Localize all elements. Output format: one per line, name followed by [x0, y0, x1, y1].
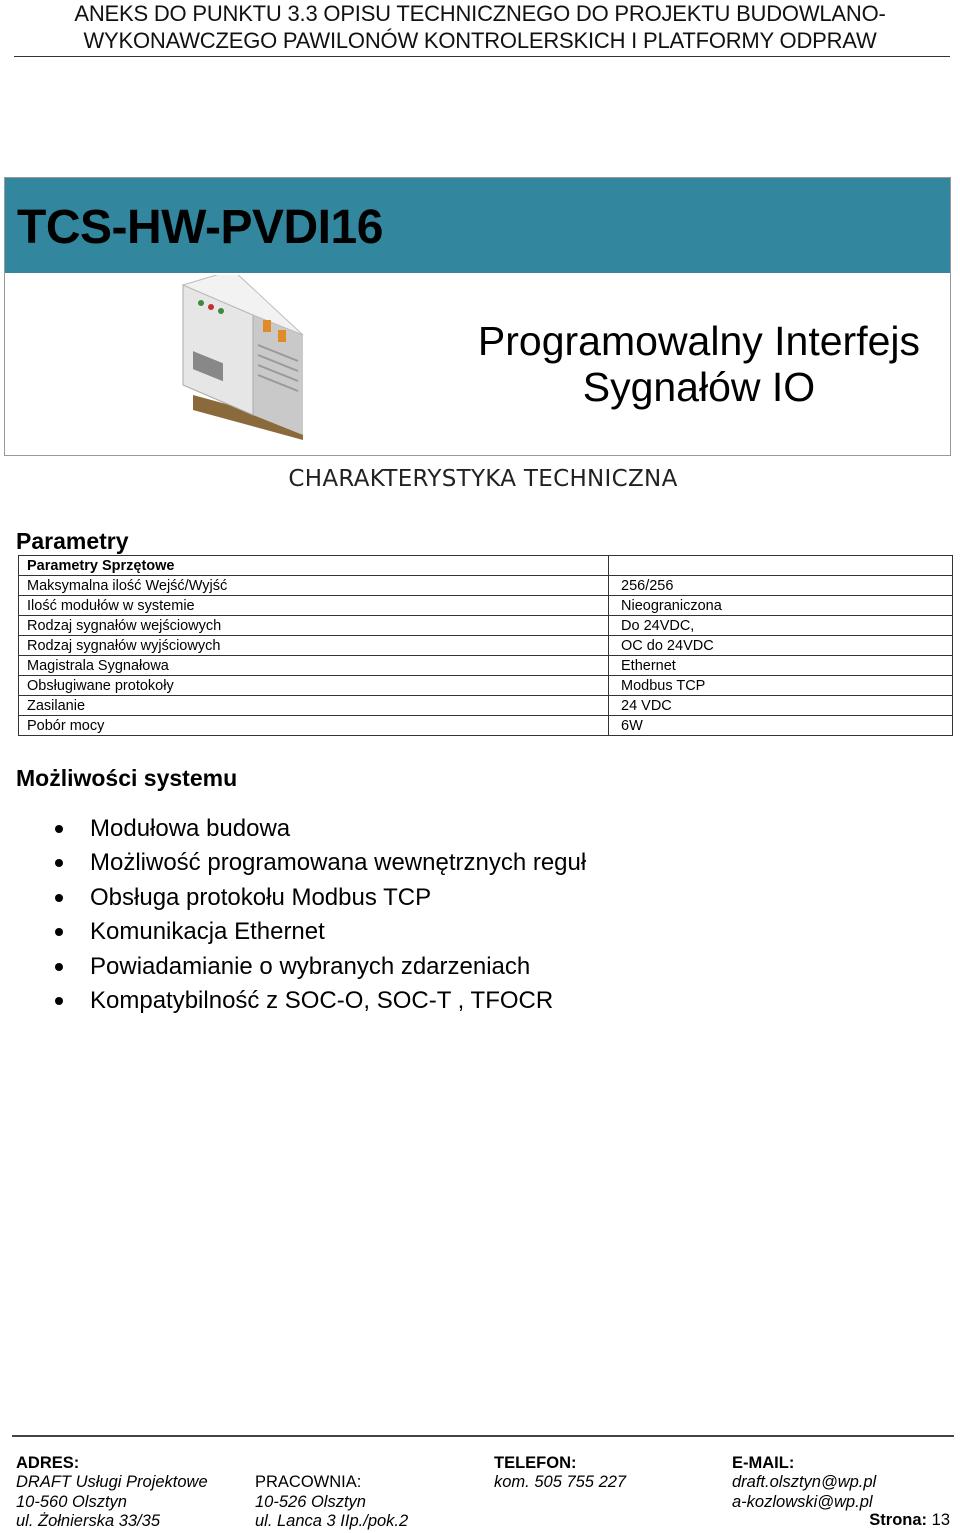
feature-text: Możliwość programowana wewnętrznych reguł	[90, 849, 587, 877]
section-title: CHARAKTERYSTYKA TECHNICZNA	[288, 466, 678, 492]
footer-address-line-1: DRAFT Usługi Projektowe	[16, 1473, 208, 1492]
page-number-label: Strona:	[869, 1511, 928, 1529]
list-item	[0, 846, 586, 880]
table-row	[19, 616, 953, 636]
param-value: 6W	[609, 716, 953, 736]
header-line-1: ANEKS DO PUNKTU 3.3 OPISU TECHNICZNEGO DO PROJEKTU BUDOWLANO-	[74, 1, 886, 26]
header-line-2: WYKONAWCZEGO PAWILONÓW KONTROLERSKICH I PLATFORMY ODPRAW	[83, 28, 877, 53]
param-label: Rodzaj sygnałów wyjściowych	[19, 636, 609, 656]
footer-studio-line-1: PRACOWNIA:	[255, 1473, 362, 1492]
list-item	[0, 984, 586, 1018]
table-caption-value	[609, 556, 953, 576]
product-name-line-2: Sygnałów IO	[582, 364, 816, 410]
product-banner	[5, 178, 950, 273]
param-value: Ethernet	[609, 656, 953, 676]
product-name-line-1: Programowalny Interfejs	[477, 318, 920, 364]
bullet-icon	[55, 928, 63, 936]
footer-phone-label: TELEFON:	[494, 1454, 577, 1472]
param-value: 24 VDC	[609, 696, 953, 716]
table-caption-row	[19, 556, 953, 576]
table-row	[19, 636, 953, 656]
table-row	[19, 696, 953, 716]
header-divider	[14, 56, 950, 57]
param-label: Ilość modułów w systemie	[19, 596, 609, 616]
features-list	[0, 812, 586, 1018]
feature-text: Powiadamianie o wybranych zdarzeniach	[90, 952, 531, 980]
device-image	[153, 275, 313, 455]
document-header	[0, 0, 960, 54]
param-label: Rodzaj sygnałów wejściowych	[19, 616, 609, 636]
feature-text: Modułowa budowa	[90, 815, 291, 842]
bullet-icon	[55, 859, 63, 867]
table-row	[19, 596, 953, 616]
bullet-icon	[55, 894, 63, 902]
product-name	[478, 318, 920, 410]
footer-phone-number: kom. 505 755 227	[494, 1473, 627, 1492]
bullet-icon	[55, 997, 63, 1005]
param-value: OC do 24VDC	[609, 636, 953, 656]
footer-studio-line-2: 10-526 Olsztyn	[255, 1492, 366, 1511]
page-number	[869, 1511, 950, 1530]
footer-address-line-3: ul. Żołnierska 33/35	[16, 1511, 160, 1530]
table-caption: Parametry Sprzętowe	[19, 556, 609, 576]
footer-email-label: E-MAIL:	[732, 1454, 795, 1472]
param-label: Zasilanie	[19, 696, 609, 716]
footer-address-line-2: 10-560 Olsztyn	[16, 1492, 127, 1511]
table-row	[19, 716, 953, 736]
list-item	[0, 950, 586, 984]
feature-text: Komunikacja Ethernet	[90, 918, 325, 946]
parameters-table	[18, 555, 953, 736]
footer-email-2[interactable]: a-kozlowski@wp.pl	[732, 1492, 873, 1511]
product-card	[4, 177, 951, 456]
parameters-heading: Parametry	[16, 528, 129, 554]
param-value: Nieograniczona	[609, 596, 953, 616]
features-heading: Możliwości systemu	[16, 765, 238, 791]
footer-studio-line-3: ul. Lanca 3 IIp./pok.2	[255, 1511, 409, 1530]
feature-text: Kompatybilność z SOC-O, SOC-T , TFOCR	[90, 986, 554, 1014]
param-value: 256/256	[609, 576, 953, 596]
bullet-icon	[55, 963, 63, 971]
table-row	[19, 576, 953, 596]
footer-address	[16, 1454, 208, 1531]
list-item	[0, 881, 586, 915]
param-label: Pobór mocy	[19, 716, 609, 736]
footer-email	[732, 1454, 876, 1512]
param-value: Do 24VDC,	[609, 616, 953, 636]
feature-text: Obsługa protokołu Modbus TCP	[90, 883, 432, 911]
param-value: Modbus TCP	[609, 676, 953, 696]
param-label: Maksymalna ilość Wejść/Wyjść	[19, 576, 609, 596]
page-number-value: 13	[931, 1511, 950, 1529]
bullet-icon	[55, 825, 63, 833]
footer-address-label: ADRES:	[16, 1454, 80, 1472]
product-code: TCS-HW-PVDI16	[17, 201, 383, 254]
table-row	[19, 676, 953, 696]
footer-divider	[12, 1435, 954, 1437]
footer-studio	[255, 1454, 408, 1531]
list-item	[0, 812, 586, 846]
list-item	[0, 915, 586, 949]
table-row	[19, 656, 953, 676]
footer-email-1[interactable]: draft.olsztyn@wp.pl	[732, 1473, 877, 1492]
footer-studio-spacer	[255, 1454, 408, 1473]
param-label: Magistrala Sygnałowa	[19, 656, 609, 676]
param-label: Obsługiwane protokoły	[19, 676, 609, 696]
footer-phone	[494, 1454, 626, 1493]
